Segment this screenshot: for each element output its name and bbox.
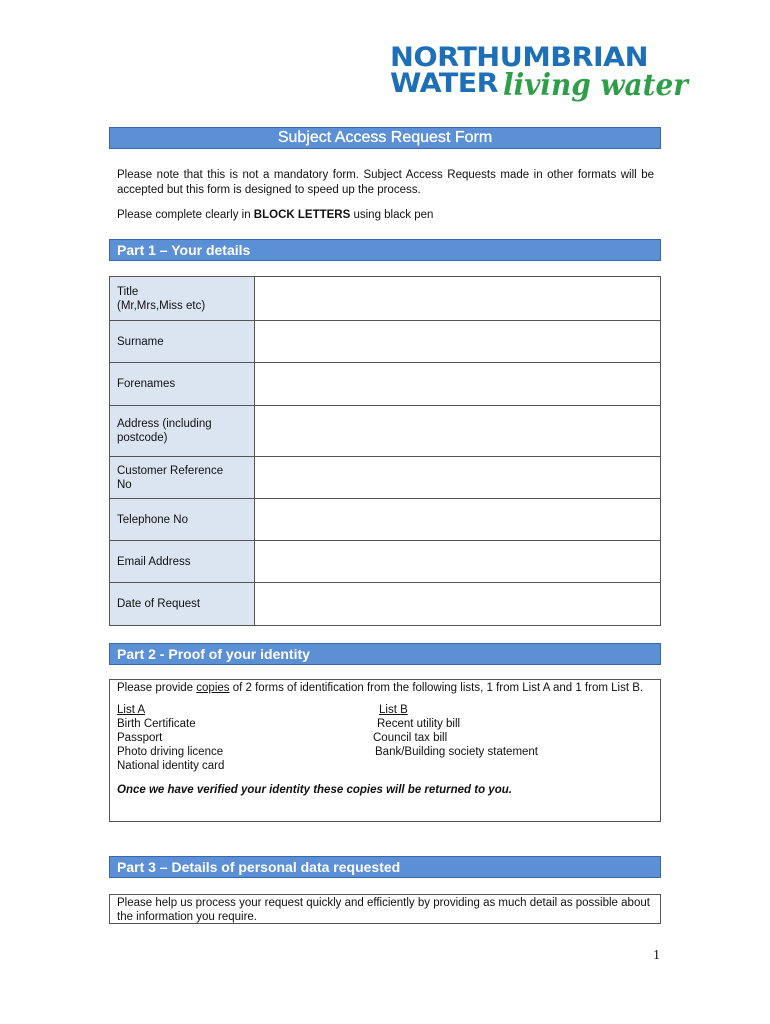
- field-label: Title (Mr,Mrs,Miss etc): [110, 277, 255, 321]
- identity-instruction: [117, 681, 652, 695]
- details-row: [110, 457, 661, 499]
- logo-line2: WATER: [390, 68, 499, 99]
- field-label: Telephone No: [110, 499, 255, 541]
- field-input[interactable]: [255, 406, 661, 457]
- intro-instruction: [117, 208, 654, 223]
- part2-heading: Part 2 - Proof of your identity: [109, 643, 661, 665]
- copies-underlined: copies: [196, 682, 230, 694]
- logo-line1: NORTHUMBRIAN: [390, 42, 648, 73]
- list-a-item: Birth Certificate: [117, 718, 196, 730]
- list-b-item: Council tax bill: [373, 732, 448, 744]
- part3-instruction-box: [109, 894, 661, 924]
- field-input[interactable]: [255, 457, 661, 499]
- personal-details-table: [109, 276, 661, 626]
- field-label: Forenames: [110, 363, 255, 406]
- list-a-item: National identity card: [117, 760, 225, 772]
- list-a-item: Photo driving licence: [117, 746, 224, 758]
- page-number: 1: [653, 948, 660, 963]
- list-b: [375, 703, 538, 759]
- field-input[interactable]: [255, 499, 661, 541]
- field-input[interactable]: [255, 583, 661, 626]
- field-input[interactable]: [255, 277, 661, 321]
- identity-instruction-prefix: Please provide: [117, 682, 197, 694]
- details-row: [110, 277, 661, 321]
- id-lists: [117, 703, 652, 773]
- identity-proof-box: [109, 679, 661, 822]
- field-label: Customer Reference No: [110, 457, 255, 499]
- field-label: Address (including postcode): [110, 406, 255, 457]
- list-a-title: List A: [117, 704, 146, 716]
- list-b-title: List B: [379, 704, 408, 716]
- details-row: [110, 583, 661, 626]
- field-label: Email Address: [110, 541, 255, 583]
- field-input[interactable]: [255, 321, 661, 363]
- block-letters-emphasis: BLOCK LETTERS: [253, 209, 351, 221]
- details-row: [110, 499, 661, 541]
- list-a-item: Passport: [117, 732, 163, 744]
- list-b-item: Bank/Building society statement: [375, 746, 539, 758]
- details-row: [110, 321, 661, 363]
- list-a: [117, 703, 224, 773]
- intro-instruction-prefix: Please complete clearly in: [117, 209, 254, 221]
- part3-heading: Part 3 – Details of personal data requested: [109, 856, 661, 878]
- form-title: Subject Access Request Form: [109, 127, 661, 149]
- identity-instruction-suffix: of 2 forms of identification from the following lists, 1 from List A and 1 from List B.: [229, 682, 644, 694]
- logo-script: living water: [503, 68, 690, 103]
- details-row: [110, 363, 661, 406]
- details-row: [110, 406, 661, 457]
- list-b-item: Recent utility bill: [377, 718, 461, 730]
- field-label: Surname: [110, 321, 255, 363]
- intro-instruction-suffix: using black pen: [350, 209, 434, 221]
- field-label: Date of Request: [110, 583, 255, 626]
- northumbrian-water-logo: [390, 40, 690, 112]
- field-input[interactable]: [255, 541, 661, 583]
- verification-note: Once we have verified your identity these copies will be returned to you.: [117, 784, 512, 796]
- field-input[interactable]: [255, 363, 661, 406]
- part1-heading: Part 1 – Your details: [109, 239, 661, 261]
- details-row: [110, 541, 661, 583]
- part3-instruction: Please help us process your request quickly and efficiently by providing as much detail as possible about the information you require.: [117, 897, 650, 923]
- intro-note: Please note that this is not a mandatory form. Subject Access Requests made in other formats will be accepted but this form is designed to speed up the process.: [117, 169, 654, 196]
